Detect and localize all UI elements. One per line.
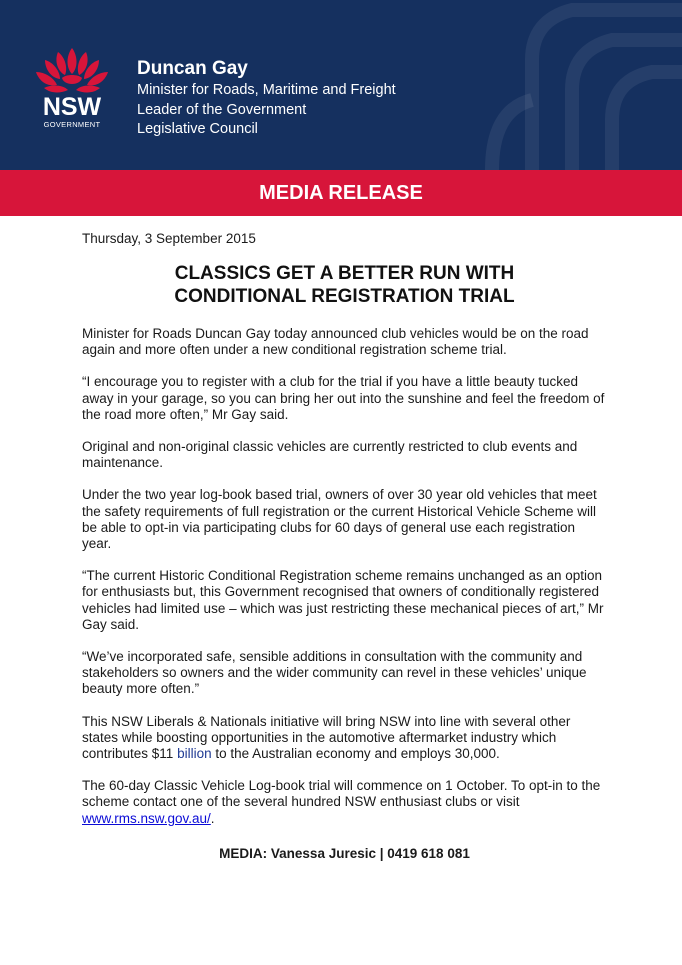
economy-text: to the Australian economy and employs 30,000. <box>211 746 500 762</box>
closing-text: The 60-day Classic Vehicle Log-book trial will commence on 1 October. To opt-in to the scheme contact one of the several hundred NSW enthusiast clubs or visit <box>82 778 601 810</box>
rms-website-link[interactable]: www.rms.nsw.gov.au/ <box>82 810 211 826</box>
body-paragraph: Under the two year log-book based trial, owners of over 30 year old vehicles that meet the safety requirements of full registration or the current Historical Vehicle Scheme will be able to opt-in via participating clubs for 60 days of general use each registration year. <box>82 487 597 552</box>
release-headline <box>82 262 607 308</box>
nsw-government-logo <box>32 44 112 134</box>
release-date: Thursday, 3 September 2015 <box>82 231 256 246</box>
waratah-icon <box>32 44 112 96</box>
headline-line: CLASSICS GET A BETTER RUN WITH <box>174 263 515 284</box>
media-contact: MEDIA: Vanessa Juresic | 0419 618 081 <box>219 845 470 861</box>
minister-role: Minister for Roads, Maritime and Freight <box>137 82 396 98</box>
minister-role: Leader of the Government <box>137 101 307 118</box>
minister-details <box>137 57 396 140</box>
economy-text: This NSW Liberals & Nationals initiative will bring NSW into line with several other states while boosting opportunities in the automotive aftermarket industry which contributes $11 <box>82 713 571 762</box>
economy-highlight: billion <box>177 746 212 762</box>
body-paragraph: “I encourage you to register with a club for the trial if you have a little beauty tucked away in your garage, so you can bring her out into the sunshine and feel the freedom of the road more often,” Mr Gay said. <box>82 374 605 422</box>
minister-role: Legislative Council <box>137 121 258 137</box>
headline-line: CONDITIONAL REGISTRATION TRIAL <box>174 286 515 307</box>
body-paragraph: “We’ve incorporated safe, sensible additions in consultation with the community and stakeholders so owners and the wider community can revel in these vehicles’ unique beauty more often.” <box>82 649 587 697</box>
release-body <box>82 230 607 863</box>
media-release-banner: MEDIA RELEASE <box>0 170 682 216</box>
body-paragraph: “The current Historic Conditional Registration scheme remains unchanged as an option for enthusiasts but, this Government recognised that owners of conditionally registered vehicles had limited use – which was just restricting these mechanical pieces of art,” Mr Gay said. <box>82 568 604 632</box>
waratah-watermark-icon <box>382 0 682 170</box>
minister-name: Duncan Gay <box>137 58 248 79</box>
economy-paragraph <box>82 714 607 763</box>
body-paragraph: Original and non-original classic vehicles are currently restricted to club events and maintenance. <box>82 439 578 471</box>
page-header <box>0 0 682 170</box>
logo-government-text: GOVERNMENT <box>43 120 101 129</box>
closing-paragraph <box>82 778 607 827</box>
closing-punctuation: . <box>210 810 215 826</box>
logo-nsw-text: NSW <box>42 93 102 121</box>
body-paragraph: Minister for Roads Duncan Gay today announced club vehicles would be on the road again and more often under a new conditional registration scheme trial. <box>82 326 589 358</box>
